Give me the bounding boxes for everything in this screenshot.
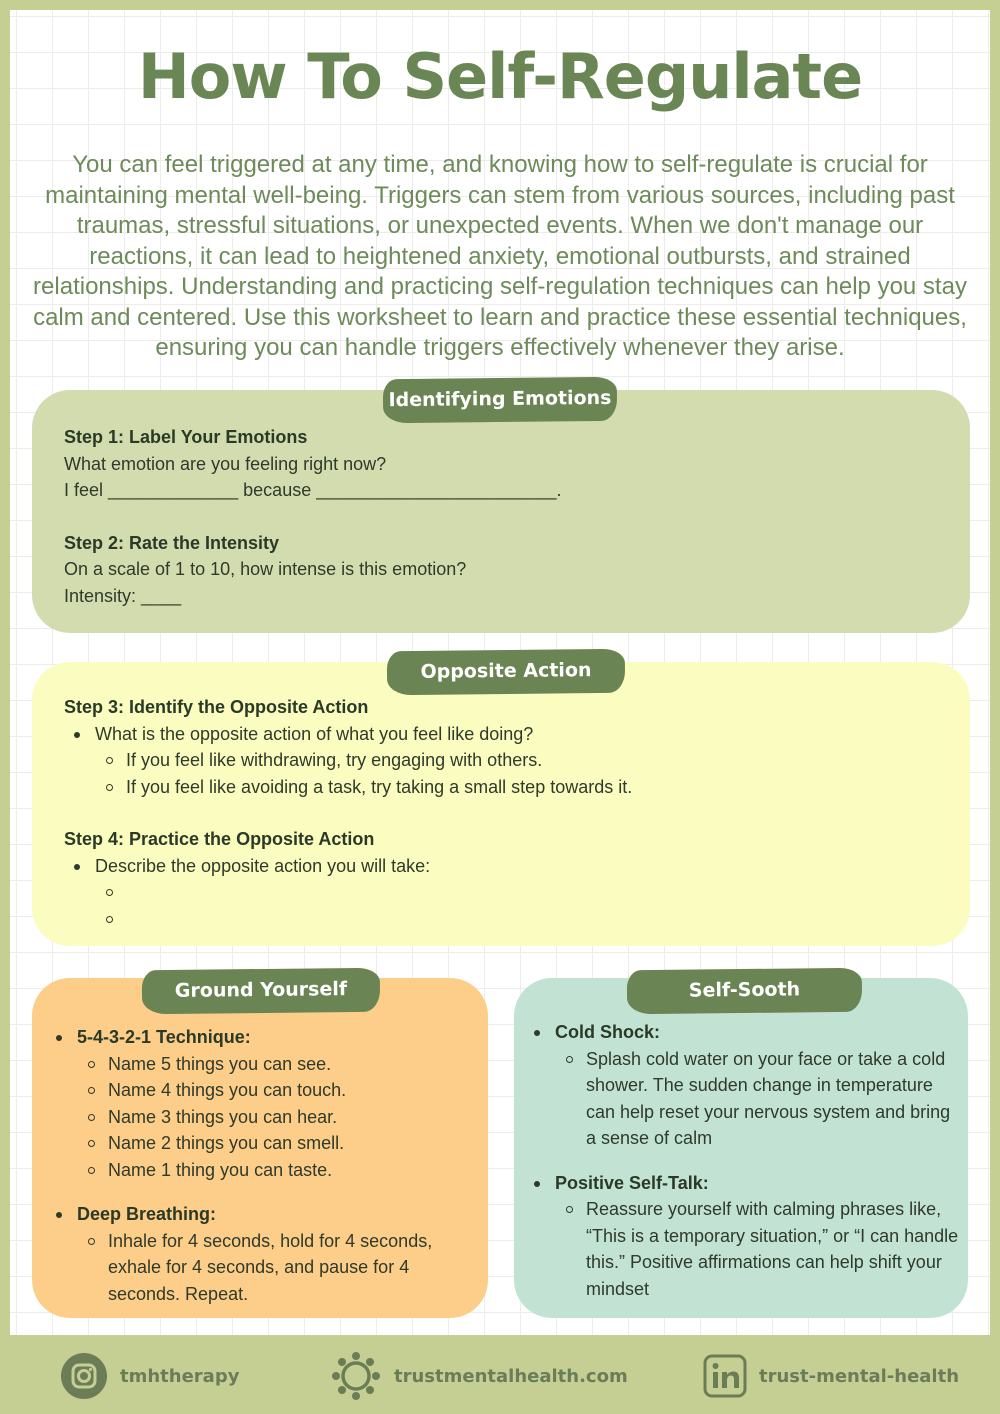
technique-title: 5-4-3-2-1 Technique:: [46, 1024, 476, 1051]
list-item: Name 4 things you can touch.: [46, 1077, 476, 1104]
talk-list: [524, 1170, 964, 1303]
identifying-emotions-heading: Identifying Emotions: [383, 377, 617, 423]
step1-title: Step 1: Label Your Emotions: [64, 427, 308, 447]
linkedin-icon: [703, 1354, 747, 1398]
instagram-link[interactable]: [60, 1352, 239, 1400]
step4-title: Step 4: Practice the Opposite Action: [64, 829, 375, 849]
list-item: Name 1 thing you can taste.: [46, 1157, 476, 1184]
breathing-text: Inhale for 4 seconds, hold for 4 seconds, exhale for 4 seconds, and pause for 4 seconds. Repeat.: [46, 1228, 476, 1308]
step3-list: [64, 721, 944, 801]
breathing-list: [46, 1201, 476, 1307]
step4-question: Describe the opposite action you will take:: [64, 853, 944, 880]
opposite-action-heading: Opposite Action: [387, 649, 625, 695]
breathing-title: Deep Breathing:: [46, 1201, 476, 1228]
website-link[interactable]: [330, 1352, 628, 1400]
list-item: Name 5 things you can see.: [46, 1051, 476, 1078]
linkedin-link[interactable]: [703, 1352, 959, 1400]
step4-blank-item-1[interactable]: [64, 879, 944, 906]
intro-paragraph: You can feel triggered at any time, and knowing how to self-regulate is crucial for maintaining mental well-being. Triggers can stem from various sources, including past traumas, stressful situations, or unexpected events. When we don't manage our reactions, it can lead to heightened anxiety, emotional outbursts, and strained relationships. Understanding and practicing self-regulation techniques can help you stay calm and centered. Use this worksheet to learn and practice these essential techniques, ensuring you can handle triggers effectively whenever they arise.: [33, 151, 967, 361]
step4-blank-item-2[interactable]: [64, 906, 944, 933]
instagram-handle: tmhtherapy: [120, 1365, 240, 1387]
page-title: How To Self-Regulate: [137, 40, 863, 113]
identifying-emotions-content: [64, 424, 944, 609]
step3-question: What is the opposite action of what you feel like doing?: [64, 721, 944, 748]
instagram-icon: [60, 1352, 108, 1400]
logo-icon: [330, 1350, 382, 1402]
ground-list: [46, 1024, 476, 1183]
step4-list: [64, 853, 944, 933]
cold-list: [524, 1019, 964, 1152]
self-sooth-content: [524, 1019, 964, 1302]
cold-shock-text: Splash cold water on your face or take a cold shower. The sudden change in temperature can help reset your nervous system and bring a sense of calm: [524, 1046, 964, 1152]
step2-fill-line: Intensity: ____: [64, 585, 182, 606]
step1-fill-line: I feel _____________ because ________________________.: [64, 480, 562, 500]
step3-title: Step 3: Identify the Opposite Action: [64, 697, 369, 717]
step3-example-1: If you feel like withdrawing, try engaging with others.: [64, 747, 944, 774]
list-item: Name 3 things you can hear.: [46, 1104, 476, 1131]
list-item: Name 2 things you can smell.: [46, 1130, 476, 1157]
self-talk-title: Positive Self-Talk:: [524, 1170, 964, 1197]
self-talk-text: Reassure yourself with calming phrases like, “This is a temporary situation,” or “I can handle this.” Positive affirmations can help shift your mindset: [524, 1196, 964, 1302]
self-sooth-heading: Self-Sooth: [627, 968, 862, 1014]
step2-title: Step 2: Rate the Intensity: [64, 532, 280, 553]
step1-question: What emotion are you feeling right now?: [64, 453, 387, 474]
cold-shock-title: Cold Shock:: [524, 1019, 964, 1046]
step2-question: On a scale of 1 to 10, how intense is this emotion?: [64, 559, 467, 579]
step3-example-2: If you feel like avoiding a task, try taking a small step towards it.: [64, 774, 944, 801]
ground-yourself-content: [46, 1024, 476, 1307]
website-url: trustmentalhealth.com: [394, 1365, 628, 1387]
ground-yourself-heading: Ground Yourself: [142, 968, 380, 1014]
opposite-action-content: [64, 694, 944, 932]
linkedin-handle: trust-mental-health: [759, 1365, 960, 1387]
